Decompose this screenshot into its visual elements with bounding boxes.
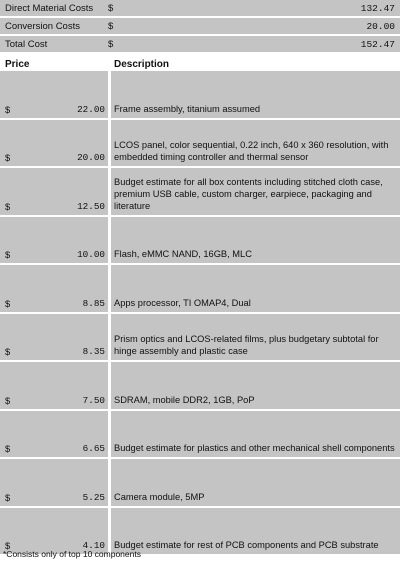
description-cell: LCOS panel, color sequential, 0.22 inch, 640 x 360 resolution, with embedded timing controller and thermal sensor <box>111 120 400 167</box>
description-cell: Budget estimate for rest of PCB components and PCB substrate <box>111 508 400 555</box>
summary-currency: $ <box>108 2 114 14</box>
price-currency: $ <box>5 298 11 309</box>
price-amount: 10.00 <box>77 249 105 260</box>
summary-value: 152.47 <box>360 38 395 50</box>
price-cell <box>0 265 108 312</box>
price-cell <box>0 411 108 458</box>
table-row <box>0 411 400 458</box>
table-row <box>0 71 400 118</box>
description-cell: Apps processor, TI OMAP4, Dual <box>111 265 400 312</box>
components-table <box>0 71 400 556</box>
description-column-header: Description <box>114 58 170 70</box>
price-amount: 22.00 <box>77 103 105 115</box>
summary-currency: $ <box>108 20 114 32</box>
price-currency: $ <box>5 153 11 163</box>
table-row <box>0 314 400 361</box>
summary-value: 132.47 <box>360 2 395 14</box>
price-cell <box>0 508 108 555</box>
description-cell: Budget estimate for plastics and other mechanical shell components <box>111 411 400 458</box>
price-cell <box>0 314 108 361</box>
price-currency: $ <box>5 541 11 551</box>
description-cell: Prism optics and LCOS-related films, plus budgetary subtotal for hinge assembly and plastic case <box>111 314 400 361</box>
price-amount: 5.25 <box>82 491 105 503</box>
table-row <box>0 168 400 215</box>
price-column-header: Price <box>5 58 30 70</box>
table-row <box>0 508 400 555</box>
price-amount: 8.85 <box>82 297 105 309</box>
price-amount: 7.50 <box>82 394 105 406</box>
footnote: *Consists only of top 10 components <box>3 549 141 559</box>
summary-label: Total Cost <box>5 38 48 50</box>
cost-summary <box>0 0 400 54</box>
description-cell: Budget estimate for all box contents including stitched cloth case, premium USB cable, custom charger, earpiece, packaging and literature <box>111 168 400 215</box>
price-currency: $ <box>5 250 11 260</box>
price-currency: $ <box>5 492 11 503</box>
components-table-header <box>0 57 400 71</box>
price-currency: $ <box>5 444 11 454</box>
summary-value: 20.00 <box>366 20 395 32</box>
description-cell: Camera module, 5MP <box>111 459 400 506</box>
price-amount: 4.10 <box>82 540 105 551</box>
price-cell <box>0 459 108 506</box>
price-currency: $ <box>5 104 11 115</box>
summary-currency: $ <box>108 38 114 50</box>
table-row <box>0 362 400 409</box>
price-currency: $ <box>5 201 11 212</box>
description-cell: SDRAM, mobile DDR2, 1GB, PoP <box>111 362 400 409</box>
description-cell: Frame assembly, titanium assumed <box>111 71 400 118</box>
price-currency: $ <box>5 395 11 406</box>
price-currency: $ <box>5 347 11 357</box>
price-cell <box>0 71 108 118</box>
summary-label: Conversion Costs <box>5 20 80 32</box>
summary-row-total <box>0 36 400 52</box>
price-cell <box>0 217 108 264</box>
price-cell <box>0 168 108 215</box>
price-cell <box>0 362 108 409</box>
price-amount: 6.65 <box>82 443 105 454</box>
summary-row-conversion <box>0 18 400 34</box>
summary-row-direct-material <box>0 0 400 16</box>
summary-label: Direct Material Costs <box>5 2 94 14</box>
table-row <box>0 265 400 312</box>
table-row <box>0 120 400 167</box>
table-row <box>0 217 400 264</box>
price-amount: 12.50 <box>77 200 105 212</box>
table-row <box>0 459 400 506</box>
price-amount: 20.00 <box>77 152 105 163</box>
description-cell: Flash, eMMC NAND, 16GB, MLC <box>111 217 400 264</box>
price-cell <box>0 120 108 167</box>
price-amount: 8.35 <box>82 346 105 357</box>
